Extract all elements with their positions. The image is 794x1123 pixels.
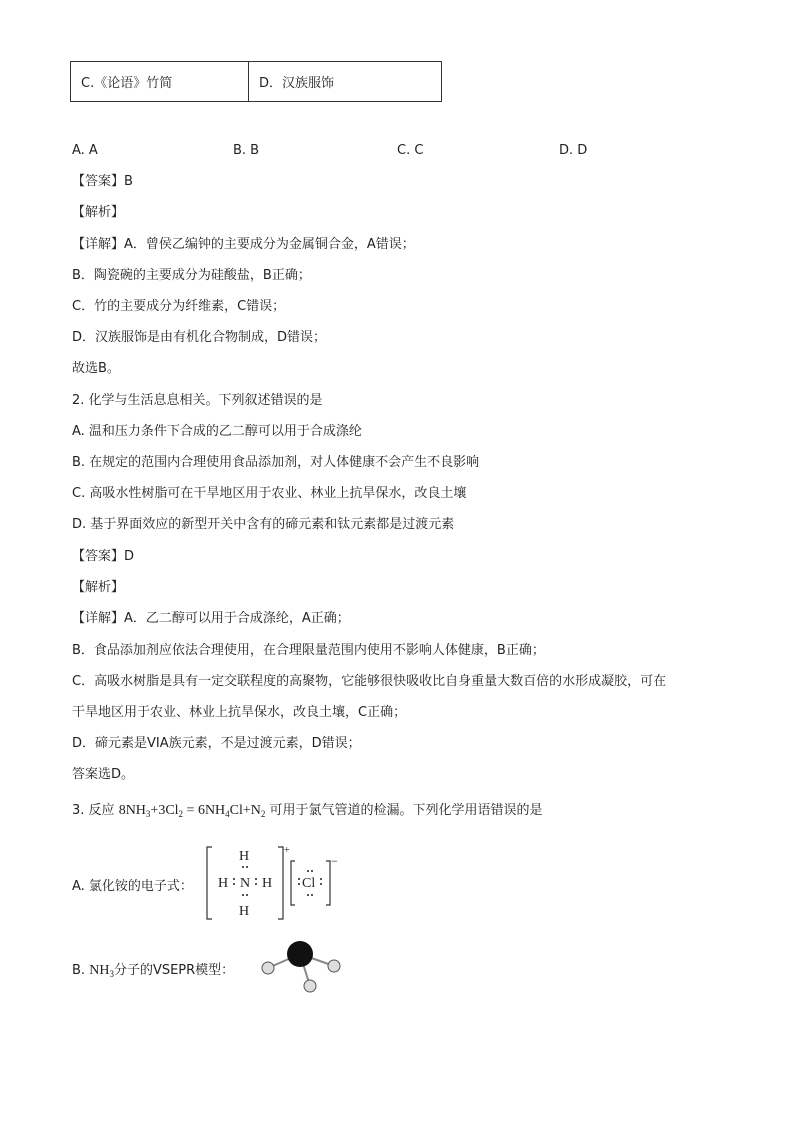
nh3-formula: $NH_3$: [89, 963, 114, 979]
q2-option-c: C. 高吸水性树脂可在干旱地区用于农业、林业上抗旱保水，改良土壤: [72, 486, 467, 501]
q2-detail-c2: 干旱地区用于农业、林业上抗旱保水，改良土壤，C正确；: [72, 705, 407, 720]
svg-text:H: H: [239, 849, 250, 864]
option-b-label: [72, 959, 234, 979]
stem-suffix: 可用于氯气管道的检漏。下列化学用语错误的是: [269, 803, 543, 818]
q2-detail-c1: C．高吸水树脂是具有一定交联程度的高聚物，它能够很快吸收比自身重量大数百倍的水形成凝胶，可在: [72, 674, 667, 689]
svg-text:−: −: [331, 854, 338, 868]
answer-label: 【答案】: [72, 174, 125, 189]
table-cell-c: C.《论语》竹简: [71, 62, 249, 101]
svg-text:H: H: [239, 904, 250, 919]
q1-option-a: A. A: [72, 143, 98, 158]
q2-option-d: D. 基于界面效应的新型开关中含有的碲元素和钛元素都是过渡元素: [72, 517, 455, 532]
q2-conclusion: 答案选D。: [72, 767, 135, 782]
detail-label: 【详解】: [72, 611, 125, 626]
stem-prefix: 3. 反应: [72, 803, 115, 818]
q1-answer: [72, 173, 133, 191]
svg-text:Cl: Cl: [302, 876, 316, 891]
detail-text: A．曾侯乙编钟的主要成分为金属铜合金，A错误；: [124, 237, 415, 252]
q2-detail-b: B．食品添加剂应依法合理使用，在合理限量范围内使用不影响人体健康，B正确；: [72, 643, 545, 658]
answer-value: B: [124, 174, 133, 189]
detail-text: A．乙二醇可以用于合成涤纶，A正确；: [124, 611, 350, 626]
q1-conclusion: 故选B。: [72, 361, 120, 376]
q2-stem: 2. 化学与生活息息相关。下列叙述错误的是: [72, 393, 323, 408]
detail-label: 【详解】: [72, 237, 125, 252]
q1-option-b: B. B: [233, 143, 260, 158]
q3-stem: [72, 802, 543, 823]
svg-text:N: N: [240, 876, 251, 891]
q1-detail-d: D．汉族服饰是由有机化合物制成，D错误；: [72, 330, 327, 345]
q2-analysis-label: 【解析】: [72, 580, 125, 595]
answer-label: 【答案】: [72, 549, 125, 564]
q2-option-b: B. 在规定的范围内合理使用食品添加剂，对人体健康不会产生不良影响: [72, 455, 480, 470]
answer-value: D: [124, 549, 135, 564]
q3-option-a: [72, 843, 392, 923]
q2-answer: [72, 548, 134, 566]
option-b-suffix: 分子的VSEPR模型：: [113, 963, 235, 978]
svg-text:H: H: [262, 876, 273, 891]
table-cell-d: D．汉族服饰: [259, 76, 335, 91]
q1-option-d: D. D: [559, 143, 588, 158]
q1-detail-b: B．陶瓷碗的主要成分为硅酸盐，B正确；: [72, 268, 311, 283]
nh3-vsepr-model: [260, 938, 344, 996]
q3-option-b: [72, 938, 372, 998]
option-a-label: A. 氯化铵的电子式：: [72, 879, 193, 894]
option-b-prefix: B.: [72, 963, 86, 978]
svg-text:H: H: [218, 876, 229, 891]
q1-detail-c: C．竹的主要成分为纤维素，C错误；: [72, 299, 286, 314]
q1-option-c: C. C: [397, 143, 424, 158]
q1-analysis-label: 【解析】: [72, 205, 125, 220]
q2-detail-d: D．碲元素是VIA族元素，不是过渡元素，D错误；: [72, 736, 361, 751]
options-table: [70, 61, 442, 102]
q1-detail-a: [72, 236, 415, 254]
ammonium-chloride-electron-formula: [202, 843, 342, 923]
q2-detail-a: [72, 610, 350, 628]
reaction-equation: $8NH_3+3Cl_2 = 6NH_4Cl+N_2$: [118, 803, 266, 819]
q2-option-a: A. 温和压力条件下合成的乙二醇可以用于合成涤纶: [72, 424, 362, 439]
svg-text:+: +: [284, 845, 290, 856]
